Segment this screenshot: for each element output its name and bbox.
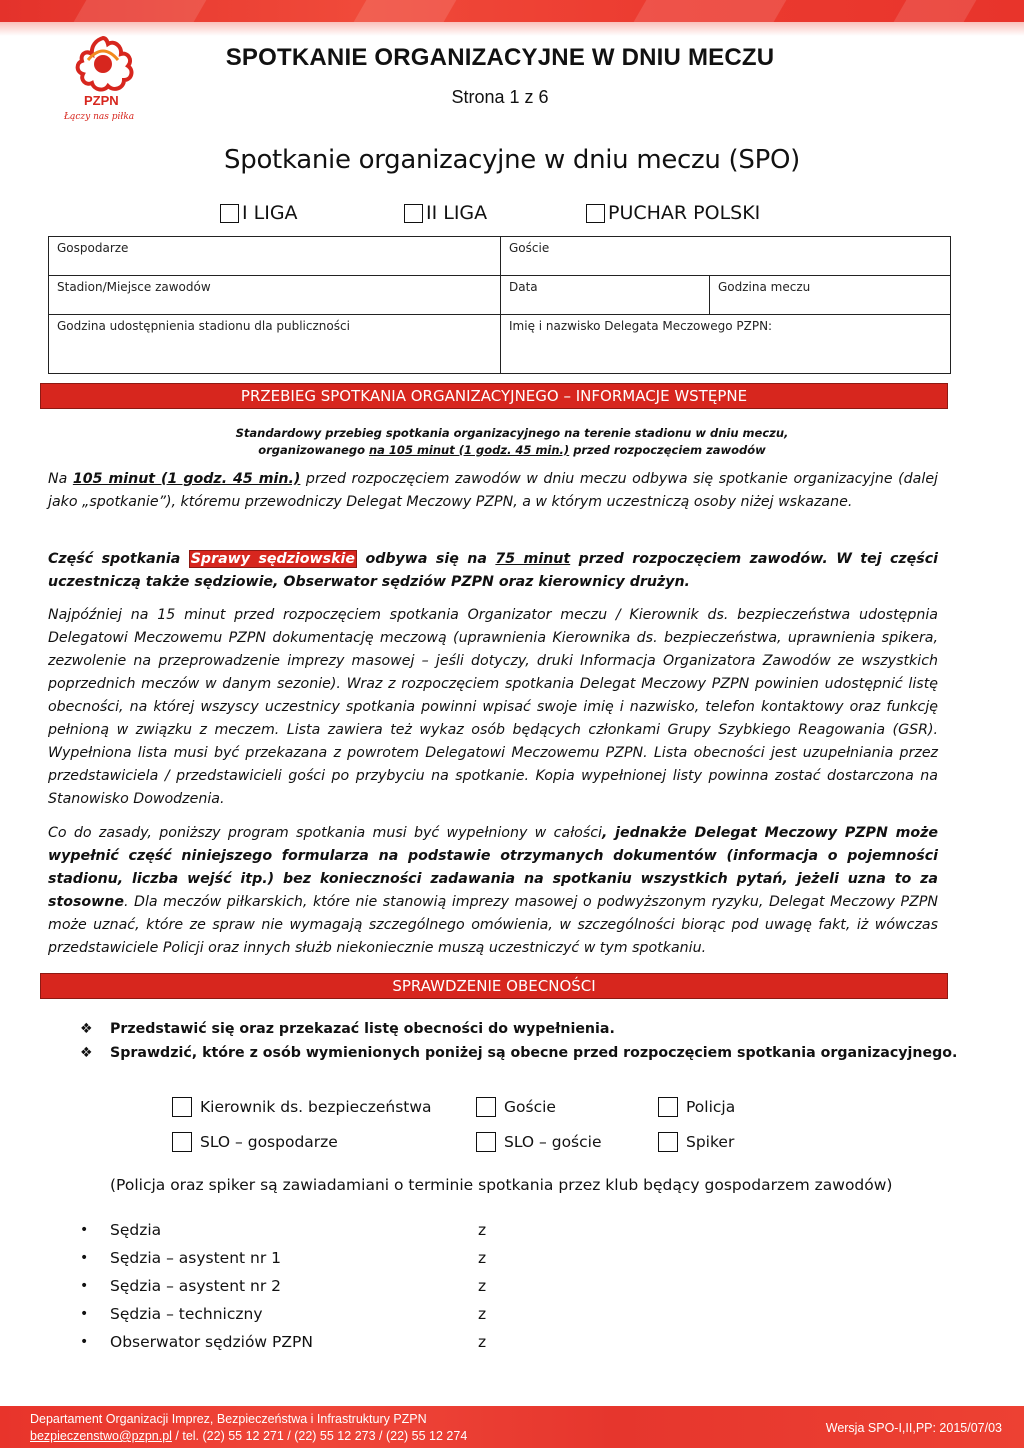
footer [0,1406,1024,1448]
league-i-liga[interactable]: I LIGA [220,202,298,224]
list-item: • Sędzia – asystent nr 2 z [80,1277,487,1295]
list-item: • Sędzia z [80,1221,487,1239]
league-ii-liga[interactable]: II LIGA [404,202,487,224]
paragraph-1: Na 105 minut (1 godz. 45 min.) przed rozpoczęciem zawodów w dniu meczu odbywa się spotkanie organizacyjne (dalej jako „spotkanie”), któremu przewodniczy Delegat Meczowy PZPN, a w którym uczestniczą osoby niżej wskazane. [48,471,938,510]
section-header-obecnosc: SPRAWDZENIE OBECNOŚCI [40,973,948,999]
bullet-icon: • [80,1334,89,1350]
checkbox-icon[interactable] [586,204,605,223]
logo-text: PZPN [84,93,119,108]
field-godzina-udostepnienia[interactable]: Godzina udostępnienia stadionu dla publiczności [49,315,501,374]
field-gospodarze[interactable]: Gospodarze [49,237,501,276]
bullet-icon: • [80,1306,89,1322]
document-title: Spotkanie organizacyjne w dniu meczu (SPO) [224,145,800,175]
list-item: • Sędzia – techniczny z [80,1305,487,1323]
logo-motto: Łączy nas piłka [64,112,135,122]
header-title: SPOTKANIE ORGANIZACYJNE W DNIU MECZU [225,44,775,71]
action-list: ❖ Przedstawić się oraz przekazać listę obecności do wypełnienia. ❖ Sprawdzić, które z osób wymienionych poniżej są obecne przed rozpoczęciem spotkania organizacyjnego. [80,1021,958,1061]
attendance-kierownik[interactable]: Kierownik ds. bezpieczeństwa [172,1097,432,1117]
bullet-icon: • [80,1250,89,1266]
field-goscie[interactable]: Goście [501,237,951,276]
intro-text: Standardowy przebieg spotkania organizacyjnego na terenie stadionu w dniu meczu, organizowanego na 105 minut (1 godz. 45 min.) przed rozpoczęciem zawodów [235,426,789,457]
footer-version: Wersja SPO-I,II,PP: 2015/07/03 [825,1421,1002,1435]
checkbox-icon[interactable] [658,1132,678,1152]
checkbox-icon[interactable] [476,1132,496,1152]
attendance-slo-goscie[interactable]: SLO – goście [476,1132,602,1152]
paragraph-2: Część spotkania Sprawy sędziowskie odbywa się na 75 minut przed rozpoczęciem zawodów. W tej części uczestniczą także sędziowie, Obserwator sędziów PZPN oraz kierownicy drużyn. [48,551,939,590]
page-indicator: Strona 1 z 6 [451,87,549,107]
footer-contact: bezpieczenstwo@pzpn.pl / tel. (22) 55 12 271 / (22) 55 12 273 / (22) 55 12 274 [30,1429,468,1443]
bullet-icon: • [80,1278,89,1294]
diamond-bullet-icon: ❖ [80,1021,93,1037]
paragraph-3: Najpóźniej na 15 minut przed rozpoczęciem spotkania Organizator meczu / Kierownik ds. bezpieczeństwa udostępnia Delegatowi Meczowemu PZPN dokumentację meczową (uprawnienia Kierownika ds. bezpieczeństwa, uprawnienia spikera, zezwolenie na przeprowadzenie imprezy masowej – jeśli dotyczy, druki Informacja Organizatora Zawodów ze wszystkich poprzednich meczów w danym sezonie). Wraz z rozpoczęciem spotkania Delegat Meczowy PZPN powinien udostępnić listę obecności, na której wszyscy uczestnicy spotkania powinni wpisać swoje imię i nazwisko, telefon kontaktowy oraz funkcję pełnioną w związku z meczem. Lista zawiera też wykaz osób będących członkami Grupy Szybkiego Reagowania (GSR). Wypełniona lista musi być przekazana z powrotem Delegatowi Meczowemu PZPN. Lista obecności jest uzupełniania przez przedstawiciela / przedstawicieli gości po przybyciu na spotkanie. Kopia wypełnionej listy powinna zostać dostarczona na Stanowisko Dowodzenia. [48,607,938,807]
checkbox-icon[interactable] [172,1097,192,1117]
bullet-icon: • [80,1222,89,1238]
league-puchar-polski[interactable]: PUCHAR POLSKI [586,202,760,224]
match-info-table [48,236,951,374]
attendance-spiker[interactable]: Spiker [658,1132,734,1152]
paragraph-4: Co do zasady, poniższy program spotkania musi być wypełniony w całości, jednakże Delegat Meczowy PZPN może wypełnić część niniejszego formularza na podstawie otrzymanych dokumentów (informacja o pojemności stadionu, liczba wejść itp.) bez konieczności zadawania na spotkaniu wszystkich pytań, jeżeli uzna to za stosowne. Dla meczów piłkarskich, które nie stanowią imprezy masowej o podwyższonym ryzyku, Delegat Meczowy PZPN może uznać, które ze spraw nie wymagają szczególnego omówienia, w szczególności biorąc pod uwagę fakt, iż wówczas przedstawiciele Policji oraz innych służb niekoniecznie muszą uczestniczyć w tym spotkaniu. [48,825,938,956]
footer-department: Departament Organizacji Imprez, Bezpieczeństwa i Infrastruktury PZPN [30,1412,427,1426]
field-data[interactable]: Data [501,276,710,315]
section-header-przebieg: PRZEBIEG SPOTKANIA ORGANIZACYJNEGO – INFORMACJE WSTĘPNE [40,383,948,409]
footer-email-link[interactable]: bezpieczenstwo@pzpn.pl [30,1429,172,1443]
list-item: • Obserwator sędziów PZPN z [80,1333,487,1351]
checkbox-icon[interactable] [404,204,423,223]
checkbox-icon[interactable] [220,204,239,223]
list-item: • Sędzia – asystent nr 1 z [80,1249,487,1267]
checkbox-icon[interactable] [658,1097,678,1117]
field-stadion[interactable]: Stadion/Miejsce zawodów [49,276,501,315]
checkbox-icon[interactable] [172,1132,192,1152]
top-decor-band [0,0,1024,22]
checkbox-icon[interactable] [476,1097,496,1117]
diamond-bullet-icon: ❖ [80,1045,93,1061]
attendance-policja[interactable]: Policja [658,1097,735,1117]
field-godzina-meczu[interactable]: Godzina meczu [710,276,951,315]
field-delegat[interactable]: Imię i nazwisko Delegata Meczowego PZPN: [501,315,951,374]
attendance-goscie[interactable]: Goście [476,1097,556,1117]
attendance-note: (Policja oraz spiker są zawiadamiani o terminie spotkania przez klub będący gospodarzem zawodów) [110,1176,893,1194]
attendance-slo-gospodarze[interactable]: SLO – gospodarze [172,1132,338,1152]
